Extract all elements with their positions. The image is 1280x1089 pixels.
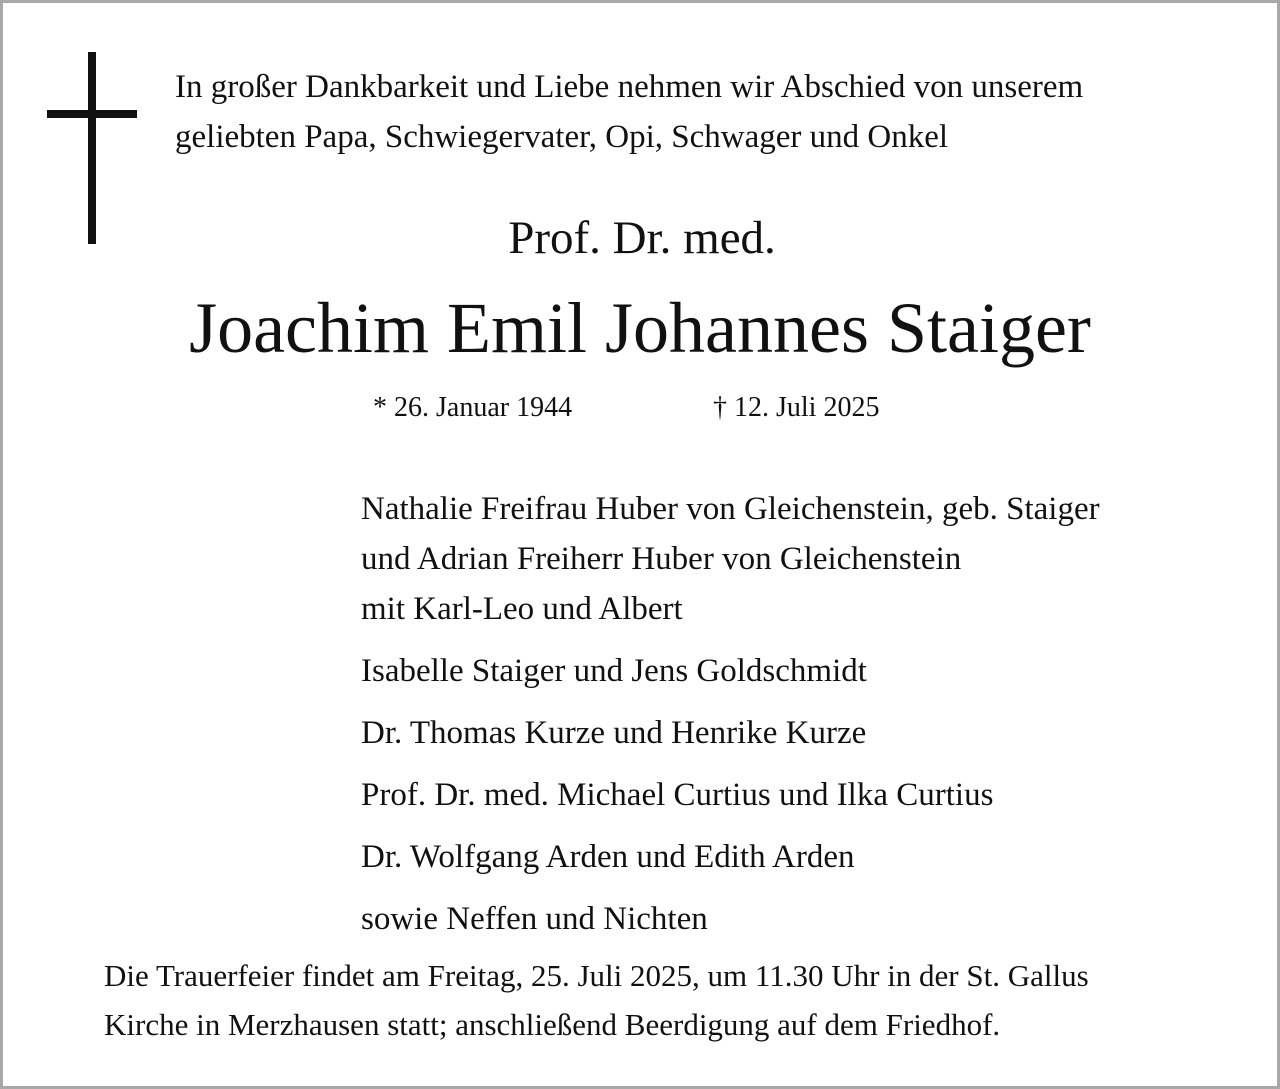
intro-text — [175, 62, 1083, 162]
funeral-line-2: Kirche in Merzhausen statt; anschließend Beerdigung auf dem Friedhof. — [104, 1007, 1001, 1042]
mourner-line: Isabelle Staiger und Jens Goldschmidt — [361, 653, 867, 689]
mourner-line: mit Karl-Leo und Albert — [361, 591, 683, 627]
mourners-list — [361, 484, 1100, 944]
mourner-line: und Adrian Freiherr Huber von Gleichenstein — [361, 541, 962, 577]
mourner-line: Dr. Wolfgang Arden und Edith Arden — [361, 839, 855, 875]
death-date: † 12. Juli 2025 — [713, 392, 880, 423]
intro-line-1: In großer Dankbarkeit und Liebe nehmen wir Abschied von unserem — [175, 69, 1084, 105]
academic-title: Prof. Dr. med. — [508, 212, 776, 264]
cross-horizontal-bar — [47, 110, 137, 118]
funeral-notice — [104, 951, 1089, 1049]
mourner-line: Nathalie Freifrau Huber von Gleichenstein, geb. Staiger — [361, 491, 1100, 527]
intro-line-2: geliebten Papa, Schwiegervater, Opi, Schwager und Onkel — [175, 119, 949, 155]
mourner-line: Prof. Dr. med. Michael Curtius und Ilka Curtius — [361, 777, 994, 813]
deceased-name: Joachim Emil Johannes Staiger — [189, 288, 1091, 368]
mourner-line: sowie Neffen und Nichten — [361, 901, 708, 937]
birth-date: * 26. Januar 1944 — [373, 392, 573, 423]
mourner-line: Dr. Thomas Kurze und Henrike Kurze — [361, 715, 867, 751]
funeral-line-1: Die Trauerfeier findet am Freitag, 25. Juli 2025, um 11.30 Uhr in der St. Gallus — [104, 958, 1089, 993]
